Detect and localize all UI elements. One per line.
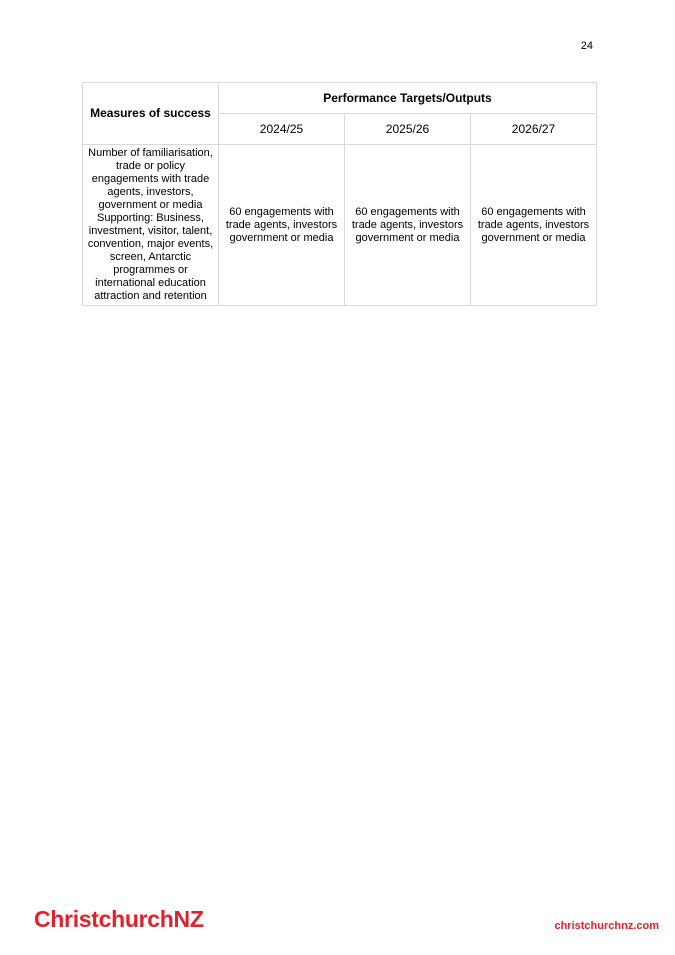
table-row bbox=[83, 145, 597, 306]
year-header-2025-26: 2025/26 bbox=[345, 114, 471, 145]
target-cell-2025-26: 60 engagements with trade agents, investors government or media bbox=[345, 145, 471, 306]
performance-targets-header: Performance Targets/Outputs bbox=[219, 83, 597, 114]
measures-of-success-header: Measures of success bbox=[83, 83, 219, 145]
performance-targets-table bbox=[82, 82, 597, 306]
page-number: 24 bbox=[580, 40, 593, 52]
measure-cell: Number of familiarisation, trade or policy engagements with trade agents, investors, government or media Supporting: Business, investment, visitor, talent, convention, major events, screen, Antarctic programmes or international education attraction and retention bbox=[83, 145, 219, 306]
year-header-2024-25: 2024/25 bbox=[219, 114, 345, 145]
table-header-row bbox=[83, 83, 597, 114]
target-cell-2026-27: 60 engagements with trade agents, investors government or media bbox=[471, 145, 597, 306]
target-cell-2024-25: 60 engagements with trade agents, investors government or media bbox=[219, 145, 345, 306]
year-header-2026-27: 2026/27 bbox=[471, 114, 597, 145]
christchurchnz-logo: ChristchurchNZ bbox=[34, 906, 204, 932]
footer-website-url: christchurchnz.com bbox=[554, 920, 659, 932]
